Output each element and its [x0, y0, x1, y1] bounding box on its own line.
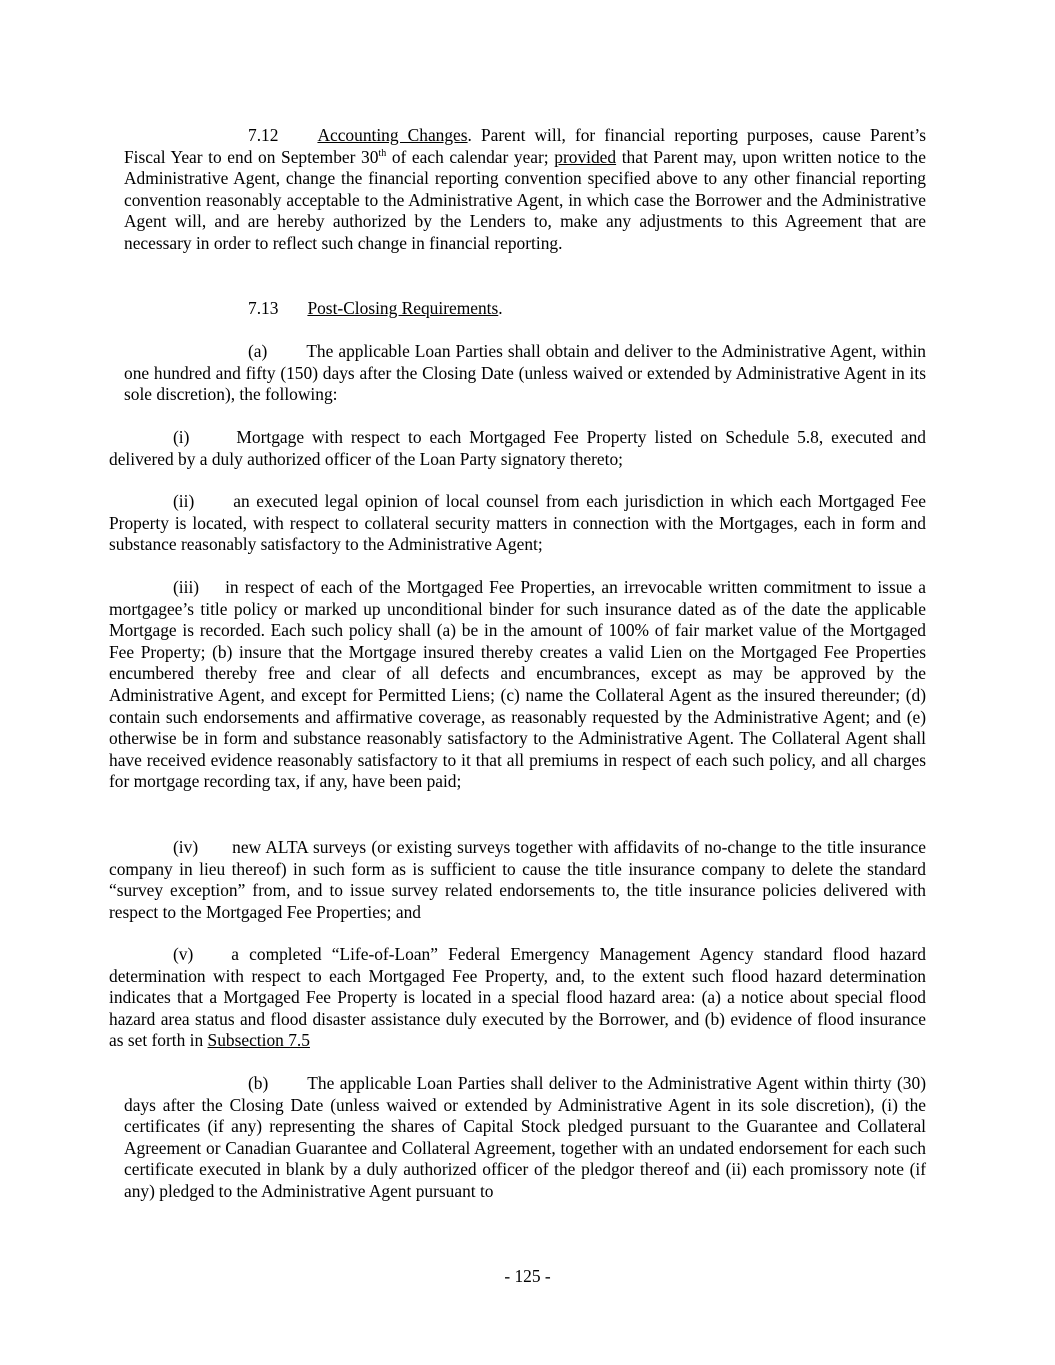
provided-term: provided [554, 146, 617, 167]
paragraph-a-text: The applicable Loan Parties shall obtain and deliver to the Administrative Agent, within one hundred and fifty (150) days after the Closing Date (unless waived or extended by Administrative Agent in its sole discretion), the following: [124, 341, 926, 405]
item-ii-label: (ii) [173, 491, 195, 511]
item-v-text: a completed “Life-of-Loan” Federal Emergency Management Agency standard flood hazard determination with respect to each Mortgaged Fee Property, and, to the extent such flood hazard determination indicates that a Mortgaged Fee Property is located in a special flood hazard area: (a) a notice about special flood hazard area status and flood disaster assistance duly executed by the Borrower, and (b) evidence of flood insurance as set forth in [109, 944, 926, 1051]
section-7-12-heading: Accounting Changes [317, 125, 468, 145]
paragraph-b-label: (b) [248, 1073, 269, 1093]
paragraph-b [124, 1073, 926, 1203]
item-iv [109, 837, 926, 923]
paragraph-a-label: (a) [248, 341, 268, 361]
item-i [109, 427, 926, 470]
item-ii-text: an executed legal opinion of local counsel from each jurisdiction in which each Mortgaged Fee Property is located, with respect to collateral security matters in connection with the Mortgages, each in form and substance reasonably satisfactory to the Administrative Agent; [109, 491, 926, 555]
page-number: - 125 - [504, 1266, 551, 1286]
subsection-7-5-reference: Subsection 7.5 [207, 1030, 310, 1051]
superscript-th: th [378, 147, 387, 159]
item-v-label: (v) [173, 944, 194, 964]
item-iii-label: (iii) [173, 577, 200, 597]
item-i-text: Mortgage with respect to each Mortgaged Fee Property listed on Schedule 5.8, executed and delivered by a duly authorized officer of the Loan Party signatory thereto; [109, 427, 926, 469]
item-v [109, 944, 926, 1052]
section-7-12-text-c: that Parent may, upon written notice to the Administrative Agent, change the financial reporting convention specified above to any other financial reporting convention reasonably acceptable to the Administrative Agent, in which case the Borrower and the Administrative Agent will, and are hereby authorized by the Lenders to, make any adjustments to this Agreement that are necessary in order to reflect such change in financial reporting. [124, 146, 926, 253]
section-7-12-text-a: . Parent will, for financial reporting purposes, cause Parent’s Fiscal Year to end on September 30 [124, 125, 927, 167]
section-7-12-number: 7.12 [248, 125, 279, 145]
item-iv-text: new ALTA surveys (or existing surveys together with affidavits of no-change to the title insurance company in lieu thereof) in such form as is sufficient to cause the title insurance company to delete the standard “survey exception” from, and to issue survey related endorsements to, the title insurance policies delivered with respect to the Mortgaged Fee Properties; and [109, 837, 926, 922]
item-iii-text: in respect of each of the Mortgaged Fee Properties, an irrevocable written commitment to issue a mortgagee’s title policy or marked up unconditional binder for such insurance dated as of the date the applicable Mortgage is recorded. Each such policy shall (a) be in the amount of 100% of fair market value of the Mortgaged Fee Property; (b) insure that the Mortgage insured thereby creates a valid Lien on the Mortgaged Fee Properties encumbered thereby free and clear of all defects and encumbrances, except as may be approved by the Administrative Agent, and except for Permitted Liens; (c) name the Collateral Agent as the insured thereunder; (d) contain such endorsements and affirmative coverage, as reasonably requested by the Administrative Agent; and (e) otherwise be in form and substance reasonably satisfactory to the Administrative Agent. The Collateral Agent shall have received evidence reasonably satisfactory to it that all premiums in respect of each such policy, and all charges for mortgage recording tax, if any, have been paid; [109, 577, 926, 792]
section-7-12-text-b: of each calendar year; [386, 146, 555, 167]
item-i-label: (i) [173, 427, 190, 447]
item-iii [109, 577, 926, 793]
section-7-13-heading-line [124, 298, 926, 320]
section-7-12-paragraph [124, 125, 926, 255]
section-7-13-period: . [498, 298, 503, 318]
item-ii [109, 491, 926, 556]
paragraph-a [124, 341, 926, 406]
item-iv-label: (iv) [173, 837, 199, 857]
section-7-13-number: 7.13 [248, 298, 279, 318]
paragraph-b-text: The applicable Loan Parties shall deliver to the Administrative Agent within thirty (30) days after the Closing Date (unless waived or extended by Administrative Agent in its sole discretion), (i) the certificates (if any) representing the shares of Capital Stock pledged pursuant to the Guarantee and Collateral Agreement or Canadian Guarantee and Collateral Agreement, together with an undated endorsement for each such certificate executed in blank by a duly authorized officer of the pledgor thereof and (ii) each promissory note (if any) pledged to the Administrative Agent pursuant to [124, 1073, 926, 1201]
section-7-13-heading: Post-Closing Requirements [307, 298, 499, 318]
